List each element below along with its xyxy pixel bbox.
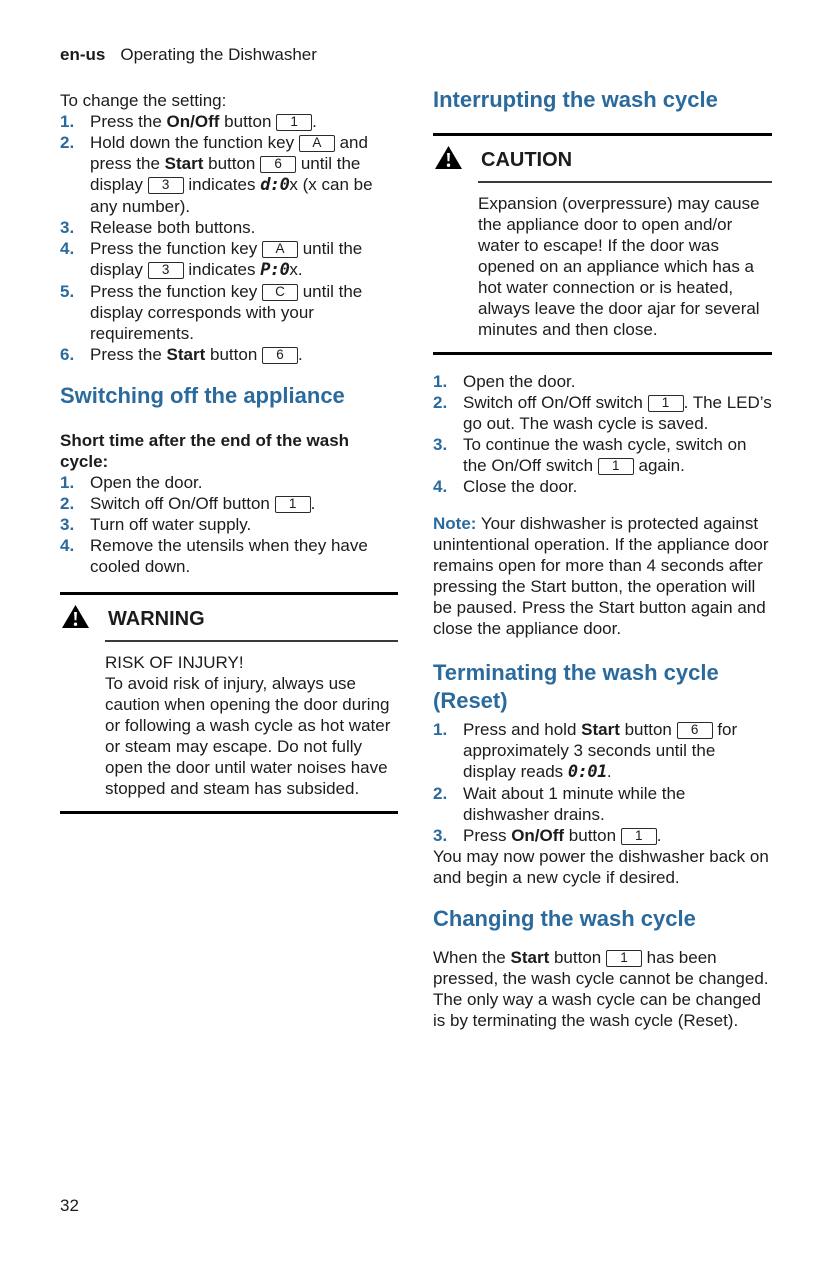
section-heading-terminating: Terminating the wash cycle (Reset) bbox=[433, 660, 719, 713]
page-header bbox=[60, 44, 317, 65]
list-item-text: Press and hold Start button 6 for approximately 3 seconds until the display reads 0:01. bbox=[463, 720, 738, 782]
list-item bbox=[60, 535, 398, 577]
paragraph-after-reset: You may now power the dishwasher back on and begin a new cycle if desired. bbox=[433, 847, 769, 887]
caution-body bbox=[478, 193, 772, 340]
keycap-6: 6 bbox=[262, 347, 298, 364]
bold-text: On/Off bbox=[166, 112, 220, 131]
keycap-1: 1 bbox=[276, 114, 312, 131]
list-item bbox=[60, 217, 398, 238]
numbered-list-interrupting bbox=[433, 371, 772, 497]
caution-box bbox=[433, 133, 772, 355]
caution-title: CAUTION bbox=[481, 149, 573, 171]
bold-text: Start bbox=[166, 345, 206, 364]
list-number: 1. bbox=[433, 720, 448, 739]
keycap-A: A bbox=[262, 241, 298, 258]
warning-box bbox=[60, 592, 398, 814]
list-item-text: Wait about 1 minute while the dishwasher drains. bbox=[463, 784, 686, 824]
header-language-code: en-us bbox=[60, 45, 106, 64]
column-left bbox=[60, 84, 398, 814]
list-item bbox=[60, 514, 398, 535]
numbered-list-switch-off bbox=[60, 472, 398, 577]
warning-box-header bbox=[62, 605, 398, 633]
list-number: 2. bbox=[60, 133, 75, 152]
section-heading-switching-off: Switching off the appliance bbox=[60, 383, 345, 408]
list-item-text: Press the function key A until the display 3 indicates P:0x. bbox=[90, 239, 363, 280]
numbered-list-terminating bbox=[433, 719, 772, 846]
list-number: 3. bbox=[433, 435, 448, 454]
section-heading-changing: Changing the wash cycle bbox=[433, 906, 696, 931]
intro-text: To change the setting: bbox=[60, 91, 227, 110]
keycap-1: 1 bbox=[621, 828, 657, 845]
list-item-text: Press the function key C until the display corresponds with your requirements. bbox=[90, 282, 363, 343]
note-paragraph: Note: Your dishwasher is protected against unintentional operation. If the appliance door remains open for more than 4 seconds after pressing the Start button, the operation will be paused. Press the Start button again and close the appliance door. bbox=[433, 514, 769, 638]
list-item-text: Press On/Off button 1 . bbox=[463, 826, 662, 845]
list-item bbox=[60, 281, 398, 344]
list-item bbox=[60, 132, 398, 217]
keycap-3: 3 bbox=[148, 262, 184, 279]
keycap-1: 1 bbox=[598, 458, 634, 475]
list-item-text: Press the On/Off button 1 . bbox=[90, 112, 317, 131]
display-segment-text: d:0 bbox=[260, 175, 290, 195]
list-item bbox=[60, 472, 398, 493]
list-item-text: Switch off On/Off switch 1 . The LED’s go out. The wash cycle is saved. bbox=[463, 393, 772, 433]
paragraph-changing: When the Start button 1 has been pressed, the wash cycle cannot be changed. The only way a wash cycle can be changed is by terminating the wash cycle (Reset). bbox=[433, 948, 769, 1030]
list-item bbox=[433, 825, 772, 846]
list-item-text: Release both buttons. bbox=[90, 218, 256, 237]
list-item bbox=[60, 238, 398, 281]
warning-title: WARNING bbox=[108, 608, 205, 630]
list-number: 3. bbox=[60, 515, 75, 534]
list-item bbox=[433, 371, 772, 392]
list-item bbox=[60, 111, 398, 132]
list-item bbox=[433, 783, 772, 825]
list-number: 4. bbox=[60, 239, 75, 258]
list-number: 1. bbox=[60, 473, 75, 492]
list-item-text: Open the door. bbox=[90, 473, 203, 492]
keycap-A: A bbox=[299, 135, 335, 152]
warning-divider bbox=[105, 640, 398, 642]
display-segment-text: P:0 bbox=[260, 260, 290, 280]
caution-box-header bbox=[435, 146, 772, 174]
warning-triangle-icon bbox=[435, 146, 462, 174]
section-heading-interrupting: Interrupting the wash cycle bbox=[433, 87, 718, 112]
warning-triangle-icon bbox=[62, 605, 89, 633]
list-number: 2. bbox=[60, 494, 75, 513]
list-item-text: Turn off water supply. bbox=[90, 515, 252, 534]
page-number: 32 bbox=[60, 1196, 79, 1215]
bold-text: Start bbox=[164, 154, 204, 173]
list-number: 3. bbox=[433, 826, 448, 845]
bold-text: On/Off bbox=[511, 826, 565, 845]
keycap-6: 6 bbox=[677, 722, 713, 739]
list-number: 1. bbox=[433, 372, 448, 391]
list-item bbox=[433, 392, 772, 434]
list-number: 1. bbox=[60, 112, 75, 131]
header-title: Operating the Dishwasher bbox=[120, 45, 317, 64]
display-segment-text: 0:01 bbox=[567, 762, 607, 782]
bold-text: Start bbox=[510, 948, 550, 967]
keycap-1: 1 bbox=[648, 395, 684, 412]
list-item bbox=[433, 434, 772, 476]
list-item-text: Press the Start button 6 . bbox=[90, 345, 303, 364]
list-item-text: Open the door. bbox=[463, 372, 576, 391]
list-item-text: Remove the utensils when they have cooled down. bbox=[90, 536, 368, 576]
numbered-list-change-setting bbox=[60, 111, 398, 365]
note-label: Note: bbox=[433, 514, 477, 533]
list-item-text: To continue the wash cycle, switch on the On/Off switch 1 again. bbox=[463, 435, 747, 475]
bold-text: Start bbox=[581, 720, 620, 739]
list-number: 3. bbox=[60, 218, 75, 237]
list-number: 2. bbox=[433, 784, 448, 803]
warning-line1: RISK OF INJURY! bbox=[105, 653, 244, 672]
list-number: 6. bbox=[60, 345, 75, 364]
list-item bbox=[60, 344, 398, 365]
list-item-text: Close the door. bbox=[463, 477, 578, 496]
list-item bbox=[433, 476, 772, 497]
list-number: 4. bbox=[60, 536, 75, 555]
list-item bbox=[433, 719, 772, 783]
keycap-1: 1 bbox=[606, 950, 642, 967]
list-item bbox=[60, 493, 398, 514]
keycap-C: C bbox=[262, 284, 298, 301]
list-number: 4. bbox=[433, 477, 448, 496]
column-right bbox=[433, 84, 772, 1031]
keycap-3: 3 bbox=[148, 177, 184, 194]
list-item-text: Switch off On/Off button 1 . bbox=[90, 494, 316, 513]
list-item-text: Hold down the function key A and press the Start button 6 until the display 3 indicates d:0x (x can be any number). bbox=[90, 133, 373, 216]
caution-text: Expansion (overpressure) may cause the appliance door to open and/or water to escape! If the door was opened on an appliance which has a hot water connection or is heated, always leave the door ajar for several minutes and then close. bbox=[478, 194, 760, 339]
list-number: 2. bbox=[433, 393, 448, 412]
warning-text: To avoid risk of injury, always use caution when opening the door during or following a wash cycle as hot water or steam may escape. Do not fully open the door until water noises have stopped and steam has subsided. bbox=[105, 674, 391, 798]
list-number: 5. bbox=[60, 282, 75, 301]
keycap-6: 6 bbox=[260, 156, 296, 173]
warning-body bbox=[105, 652, 398, 799]
keycap-1: 1 bbox=[275, 496, 311, 513]
caution-divider bbox=[478, 181, 772, 183]
subheading-short-time: Short time after the end of the wash cycle: bbox=[60, 431, 350, 471]
